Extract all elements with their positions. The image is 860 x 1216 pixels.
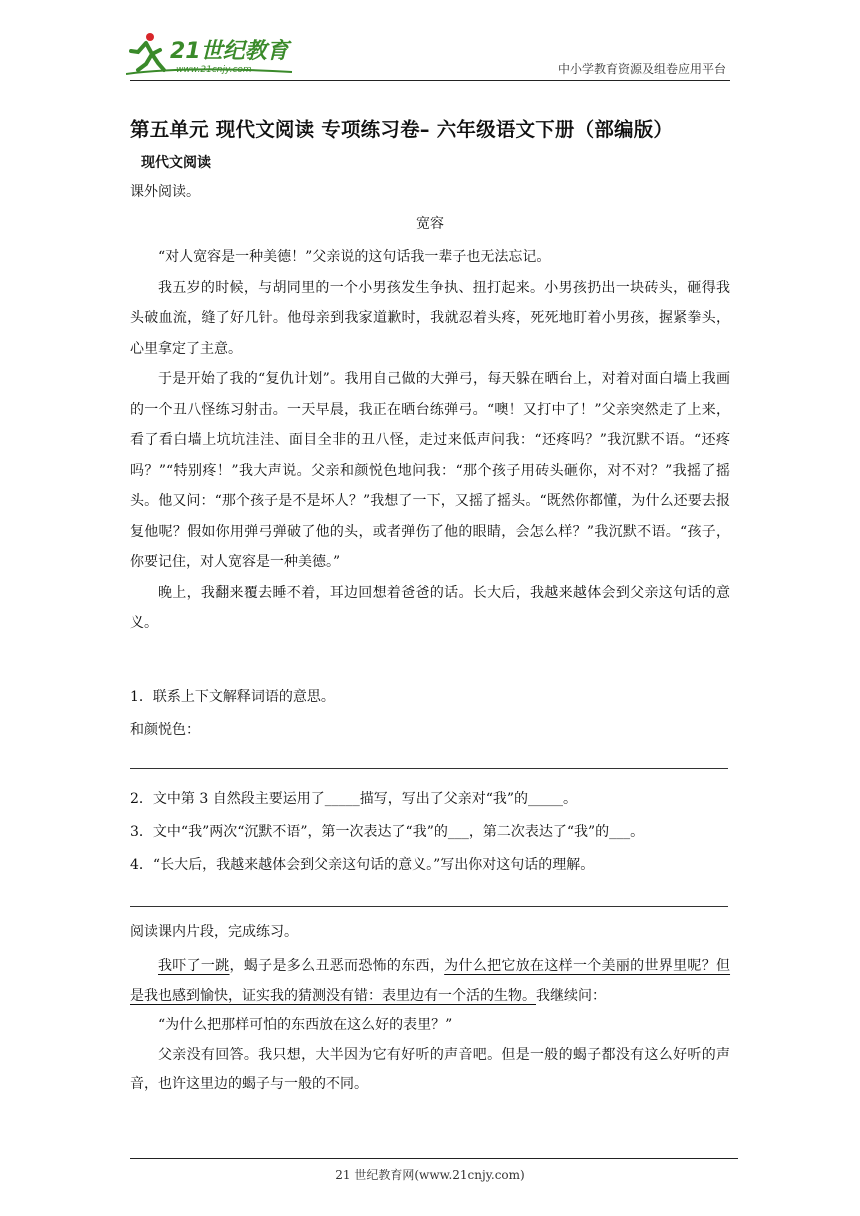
passage-paragraph: “为什么把那样可怕的东西放在这么好的表里？” <box>158 1017 453 1033</box>
passage-text: ，蝎子是多么丑恶而恐怖的东西， <box>229 958 445 974</box>
question-2: 2．文中第 3 自然段主要运用了_____描写，写出了父亲对“我”的_____。 <box>130 791 578 807</box>
question-1-word: 和颜悦色： <box>130 722 200 738</box>
question-1: 1．联系上下文解释词语的意思。 <box>130 689 335 705</box>
document-title: 第五单元 现代文阅读 专项练习卷– 六年级语文下册（部编版） <box>130 118 674 141</box>
passage-paragraph: 父亲没有回答。我只想，大半因为它有好听的声音吧。但是一般的蝎子都没有这么好听的声音，也许这里边的蝎子与一般的不同。 <box>130 1046 730 1092</box>
article-title: 宽容 <box>416 216 444 232</box>
underlined-sentence: 为什么把它放在这样一个美丽的世界里呢？但是我也感到愉快，证实我的猜测没有错：表里边有一个活的生物。 <box>130 958 731 1004</box>
passage-text: 我继续问： <box>536 987 606 1004</box>
footer-divider <box>130 1158 738 1159</box>
footer-text: 21 世纪教育网(www.21cnjy.com) <box>335 1168 525 1182</box>
question-3: 3．文中“我”两次“沉默不语”，第一次表达了“我”的___，第二次表达了“我”的___。 <box>130 824 645 840</box>
article <box>130 212 730 639</box>
platform-name: 中小学教育资源及组卷应用平台 <box>557 62 726 76</box>
article-paragraph: 我五岁的时候，与胡同里的一个小男孩发生争执、扭打起来。小男孩扔出一块砖头，砸得我头破血流，缝了好几针。他母亲到我家道歉时，我就忍着头疼，死死地盯着小男孩，握紧拳头，心里拿定了主意。 <box>130 279 730 357</box>
logo-title: 21世纪教育 <box>170 39 289 64</box>
article-paragraph: 于是开始了我的“复仇计划”。我用自己做的大弹弓，每天躲在晒台上，对着对面白墙上我画的一个丑八怪练习射击。一天早晨，我正在晒台练弹弓。“噢！又打中了！”父亲突然走了上来，看了看白墙上坑坑洼洼、面目全非的丑八怪，走过来低声问我：“还疼吗？”我沉默不语。“还疼吗？”“特别疼！”我大声说。父亲和颜悦色地问我：“那个孩子用砖头砸你，对不对？”我摇了摇头。他又问：“那个孩子是不是坏人？”我想了一下，又摇了摇头。“既然你都懂，为什么还要去报复他呢？假如你用弹弓弹破了他的头，或者弹伤了他的眼睛，会怎么样？”我沉默不语。“孩子，你要记住，对人宽容是一种美德。” <box>130 371 730 570</box>
section-title: 现代文阅读 <box>141 155 211 171</box>
reading-intro: 课外阅读。 <box>130 184 200 200</box>
passage-paragraph <box>130 952 730 1011</box>
question-4: 4．“长大后，我越来越体会到父亲这句话的意义。”写出你对这句话的理解。 <box>130 857 595 873</box>
article-paragraph: 晚上，我翻来覆去睡不着，耳边回想着爸爸的话。长大后，我越来越体会到父亲这句话的意义。 <box>130 584 730 631</box>
site-logo <box>126 30 296 80</box>
answer-line[interactable] <box>130 768 728 769</box>
article-paragraph: “对人宽容是一种美德！”父亲说的这句话我一辈子也无法忘记。 <box>158 249 551 265</box>
header-divider <box>130 80 730 81</box>
answer-line[interactable] <box>130 906 728 907</box>
passage-intro: 阅读课内片段，完成练习。 <box>130 924 298 940</box>
passage <box>130 952 730 1100</box>
logo-url: www.21cnjy.com <box>176 65 252 75</box>
underlined-sentence: 我吓了一跳 <box>158 958 230 974</box>
